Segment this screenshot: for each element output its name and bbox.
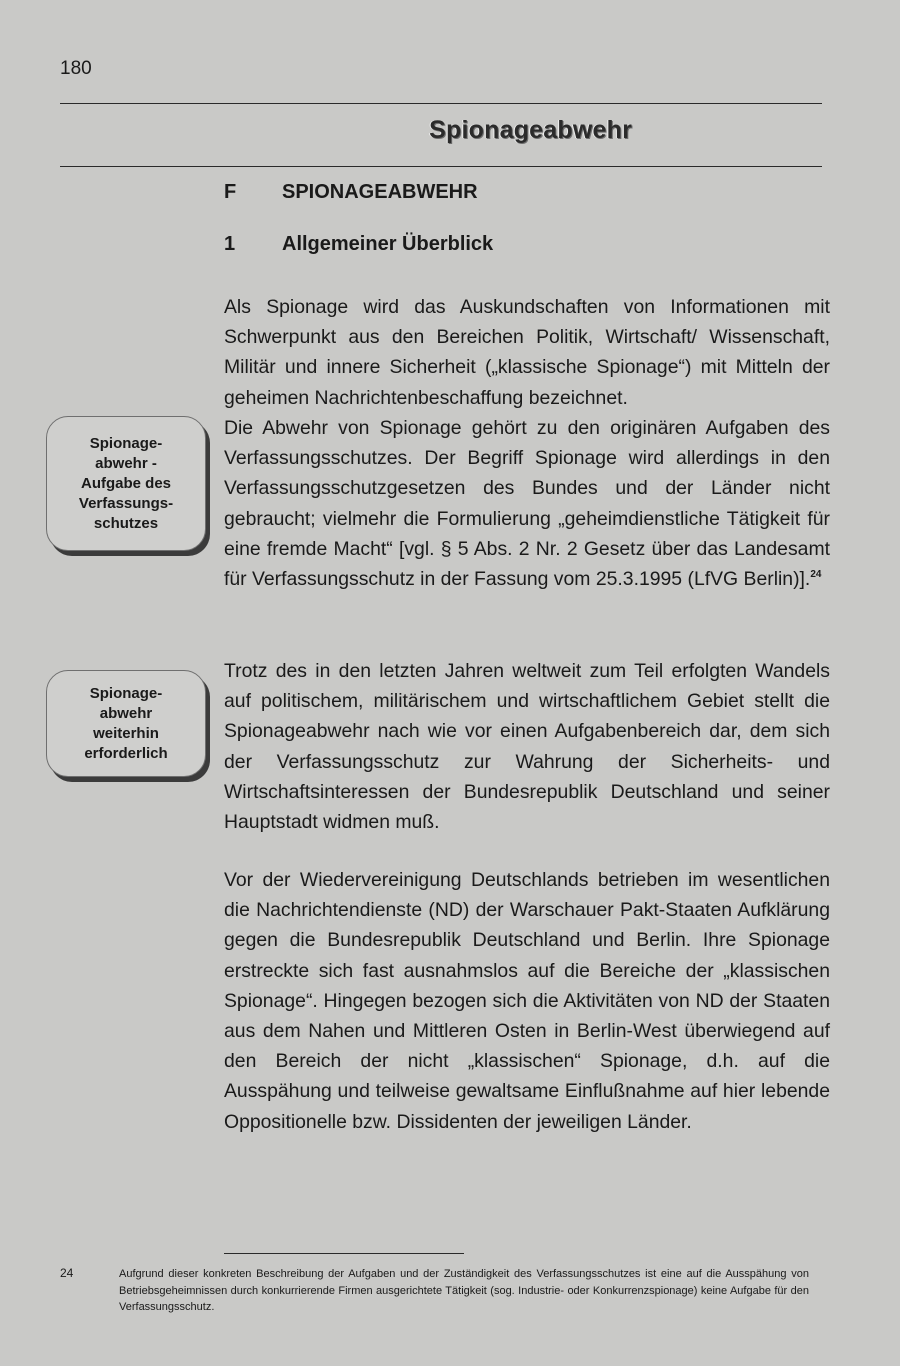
paragraph-definition: Als Spionage wird das Auskundschaften von Informationen mit Schwerpunkt aus den Bereichen Politik, Wirtschaft/ Wissenschaft, Militär und innere Sicherheit („klassische Spionage“) mit Mitteln der geheimen Nachrichtenbeschaffung bezeichnet.	[224, 296, 830, 409]
section-number: 1	[224, 233, 236, 255]
paragraph-history: Vor der Wiedervereinigung Deutschlands betrieben im wesentlichen die Nachrichtendienste (ND) der Warschauer Pakt-Staaten Aufklärung gegen die Bundesrepublik Deutschland und Berlin. Ihre Spionage erstreckte sich fast ausnahmslos auf die Bereiche der „klassischen Spionage“. Hingegen bezogen sich die Aktivitäten von ND der Staaten aus dem Nahen und Mittleren Osten in Berlin-West überwiegend auf den Bereich der nicht „klassischen“ Spionage, d.h. auf die Ausspähung und teilweise gewaltsame Einflußnahme auf hier lebende Oppositionelle bzw. Dissidenten der jeweiligen Länder.	[224, 869, 830, 1133]
paragraph-task-text: Die Abwehr von Spionage gehört zu den originären Aufgaben des Verfassungsschutzes. Der Begriff Spionage wird allerdings in den Verfassungsschutzgesetzen des Bundes und der Länder nicht gebraucht; vielmehr die Formulierung „geheimdienstliche Tätigkeit für eine fremde Macht“ [vgl. § 5 Abs. 2 Nr. 2 Gesetz über das Landesamt für Verfassungsschutz in der Fassung vom 25.3.1995 (LfVG Berlin)].	[224, 417, 830, 591]
page-number: 180	[60, 58, 92, 79]
footnote-number: 24	[60, 1266, 74, 1280]
running-head: Spionageabwehr	[429, 116, 632, 144]
paragraph-task	[224, 413, 830, 594]
footnote-reference: 24	[810, 569, 822, 581]
header-rule-top	[60, 103, 822, 104]
paragraph-still-required: Trotz des in den letzten Jahren weltweit zum Teil erfolgten Wandels auf politischem, militärischem und wirtschaftlichem Gebiet stellt die Spionageabwehr nach wie vor einen Aufgabenbereich dar, dem sich der Verfassungsschutz zur Wahrung der Sicherheits- und Wirtschaftsinteressen der Bundesrepublik Deutschland und seiner Hauptstadt widmen muß.	[224, 660, 830, 834]
footnote-text: Aufgrund dieser konkreten Beschreibung der Aufgaben und der Zuständigkeit des Verfassungsschutzes ist eine auf die Ausspähung von Betriebsgeheimnissen durch konkurrierende Firmen ausgerichtete Tätigkeit (sog. Industrie- oder Konkurrenzspionage) keine Aufgabe für den Verfassungsschutz.	[119, 1268, 809, 1313]
chapter-number: F	[224, 181, 237, 203]
margin-note-required-text: Spionage- abwehr weiterhin erforderlich	[84, 684, 168, 762]
section-title: Allgemeiner Überblick	[282, 233, 494, 255]
header-rule-bottom	[60, 166, 822, 167]
margin-note-task-text: Spionage- abwehr - Aufgabe des Verfassungs- schutzes	[78, 434, 174, 532]
chapter-title: SPIONAGEABWEHR	[282, 181, 478, 203]
margin-note-required	[46, 670, 206, 777]
margin-note-task	[46, 416, 206, 551]
footnote-rule	[224, 1253, 464, 1254]
